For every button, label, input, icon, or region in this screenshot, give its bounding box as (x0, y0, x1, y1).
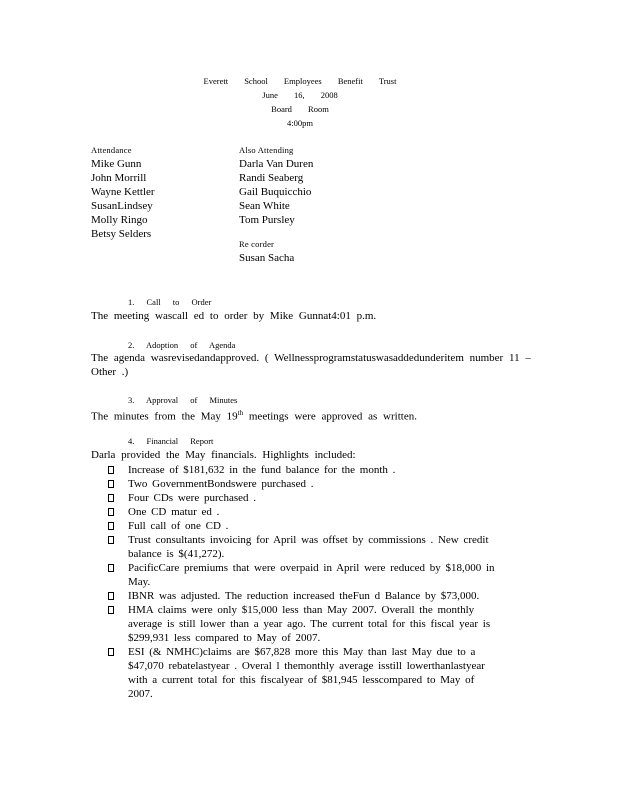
list-item: PacificCare premiums that were overpaid in April were reduced by $18,000 in May. (108, 561, 503, 589)
bullet-box-icon (108, 522, 114, 530)
list-item: Four CDs were purchased . (108, 491, 503, 505)
section-title-call-to-order: 1. Call to Order (128, 297, 212, 307)
attendee-name: Wayne Kettler (91, 186, 155, 198)
also-attending-column (239, 143, 313, 265)
list-item: Two GovernmentBondswere purchased . (108, 477, 503, 491)
minutes-ordinal-suffix: th (237, 409, 244, 417)
bullet-box-icon (108, 494, 114, 502)
list-item: Increase of $181,632 in the fund balance for the month . (108, 463, 503, 477)
recorder-name: Susan Sacha (239, 252, 295, 264)
also-attending-name: Darla Van Duren (239, 158, 314, 170)
section-title-financial-report: 4. Financial Report (128, 436, 214, 446)
also-attending-name: Tom Pursley (239, 214, 295, 226)
approval-of-minutes-text (91, 406, 531, 424)
bullet-box-icon (108, 536, 114, 544)
attendee-name: Molly Ringo (91, 214, 148, 226)
section-title-adoption-of-agenda: 2. Adoption of Agenda (128, 340, 236, 350)
section-title-approval-of-minutes: 3. Approval of Minutes (128, 395, 238, 405)
bullet-box-icon (108, 592, 114, 600)
list-item: ESI (& NMHC)claims are $67,828 more this May than last May due to a $47,070 rebatelastyear . Overal l themonthly average isstill lowerthanlastyear with a current total for this fiscalyear of $81,945 lesscompared to May of 2007. (108, 645, 503, 701)
minutes-text-end: meetings were approved as written. (243, 410, 417, 423)
header-location: Board Room (271, 104, 329, 114)
header-time: 4:00pm (287, 118, 313, 128)
attendee-name: SusanLindsey (91, 200, 153, 212)
financial-report-intro: Darla provided the May financials. Highlights included: (91, 449, 356, 461)
attendee-name: John Morrill (91, 172, 147, 184)
list-item: One CD matur ed . (108, 505, 503, 519)
attendance-column (91, 143, 155, 241)
bullet-box-icon (108, 564, 114, 572)
attendee-name: Mike Gunn (91, 158, 142, 170)
bullet-box-icon (108, 648, 114, 656)
list-item: HMA claims were only $15,000 less than May 2007. Overall the monthly average is still lower than a year ago. The current total for this fiscal year is $299,931 less compared to May of 2007. (108, 603, 503, 645)
adoption-of-agenda-text: The agenda wasrevisedandapproved. ( Wellnessprogramstatuswasaddedunderitem number 11 – Other .) (91, 352, 531, 378)
call-to-order-text: The meeting wascall ed to order by Mike Gunnat4:01 p.m. (91, 310, 377, 322)
document-header (180, 74, 420, 130)
bullet-box-icon (108, 480, 114, 488)
minutes-text-start: The minutes from the May 19 (91, 410, 238, 423)
attendee-name: Betsy Selders (91, 228, 152, 240)
financial-highlights-list (108, 463, 503, 701)
list-item: Trust consultants invoicing for April was offset by commissions . New credit balance is $(41,272). (108, 533, 503, 561)
also-attending-name: Sean White (239, 200, 290, 212)
list-item: IBNR was adjusted. The reduction increased theFun d Balance by $73,000. (108, 589, 503, 603)
header-title: Everett School Employees Benefit Trust (203, 76, 397, 86)
attendance-label: Attendance (91, 145, 132, 155)
list-item: Full call of one CD . (108, 519, 503, 533)
recorder-label: Re corder (239, 239, 275, 249)
bullet-box-icon (108, 606, 114, 614)
header-date: June 16, 2008 (262, 90, 338, 100)
bullet-box-icon (108, 508, 114, 516)
bullet-box-icon (108, 466, 114, 474)
also-attending-label: Also Attending (239, 145, 294, 155)
also-attending-name: Randi Seaberg (239, 172, 304, 184)
also-attending-name: Gail Buquicchio (239, 186, 312, 198)
